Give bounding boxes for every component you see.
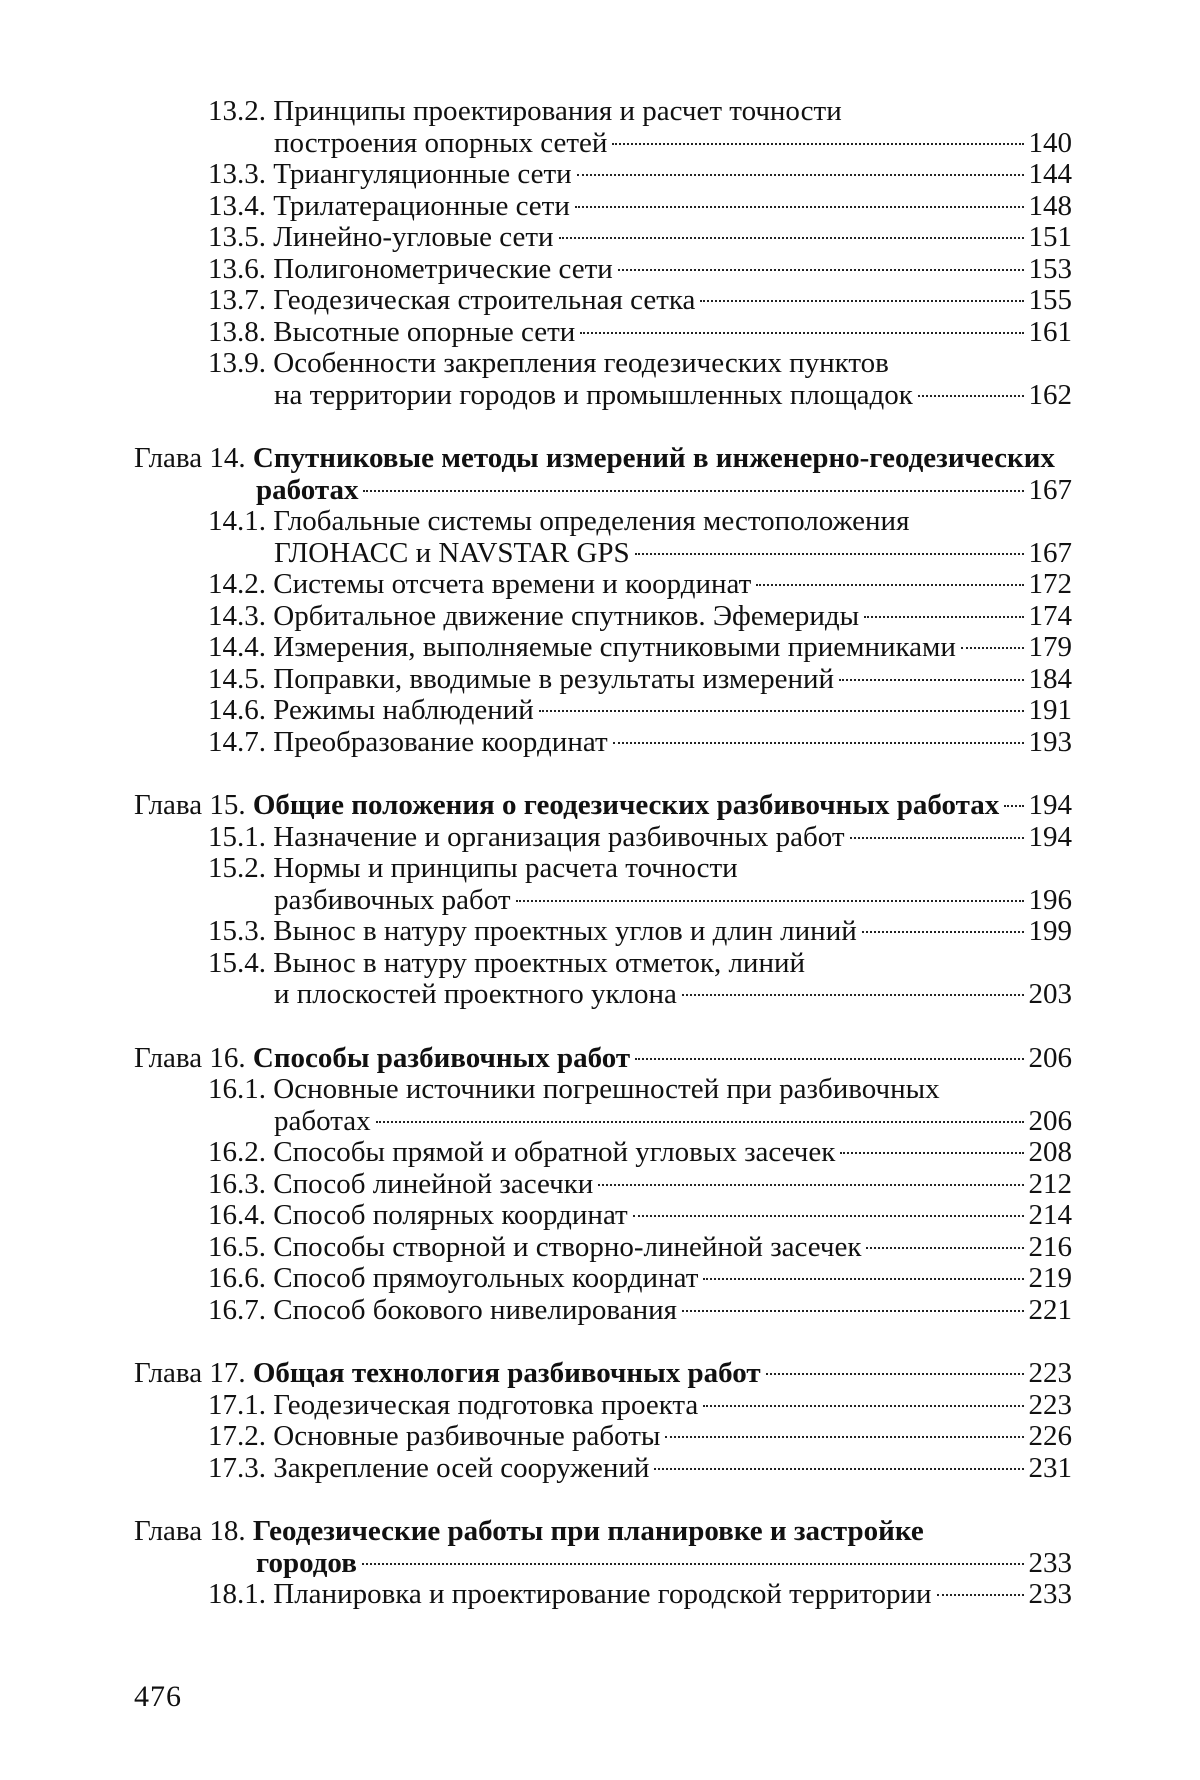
dot-leader [635, 1058, 1023, 1060]
chapter-label: Глава 18. [134, 1515, 246, 1547]
section-number: 14.3. [208, 599, 266, 632]
section-title: Режимы наблюдений [273, 694, 534, 726]
page-number: 221 [1028, 1293, 1072, 1326]
dot-leader [766, 1373, 1024, 1375]
toc-chapter-15 [134, 790, 1072, 822]
section-title-cont: разбивочных работ [274, 883, 511, 916]
toc-entry-13-3 [134, 159, 1072, 191]
page-number: 196 [1028, 883, 1072, 916]
toc-entry-15-3 [134, 916, 1072, 948]
dot-leader [363, 490, 1023, 492]
section-title: Системы отсчета времени и координат [273, 568, 752, 600]
toc-entry-13-2-cont [134, 128, 1072, 160]
dot-leader [612, 143, 1023, 145]
toc-entry-17-1 [134, 1390, 1072, 1422]
page-number: 167 [1028, 473, 1072, 506]
dot-leader [850, 837, 1024, 839]
dot-leader [864, 616, 1023, 618]
section-title: Способы прямой и обратной угловых засечек [273, 1136, 836, 1168]
chapter-label: Глава 17. [134, 1357, 246, 1389]
chapter-label: Глава 16. [134, 1041, 246, 1074]
page-number: 151 [1028, 221, 1072, 253]
toc-entry-15-2-cont [134, 885, 1072, 917]
chapter-title-cont: городов [256, 1546, 357, 1579]
section-number: 16.6. [208, 1262, 266, 1294]
toc-entry-16-3 [134, 1169, 1072, 1201]
page-number: 208 [1028, 1136, 1072, 1168]
toc-entry-16-5 [134, 1232, 1072, 1264]
section-number: 17.2. [208, 1420, 266, 1452]
section-number: 13.8. [208, 315, 266, 348]
section-number: 13.4. [208, 189, 266, 222]
page-folio: 476 [134, 1680, 182, 1713]
dot-leader [577, 174, 1024, 176]
chapter-title: Общая технология разбивочных работ [252, 1357, 761, 1389]
section-title: Закрепление осей сооружений [273, 1451, 650, 1484]
section-title-cont: на территории городов и промышленных площадок [274, 378, 913, 411]
dot-leader [362, 1563, 1024, 1565]
section-title: Полигонометрические сети [273, 252, 613, 285]
toc-entry-16-1-cont [134, 1106, 1072, 1138]
section-number: 16.2. [208, 1136, 266, 1168]
toc-entry-18-1 [134, 1579, 1072, 1611]
page-number: 233 [1028, 1546, 1072, 1579]
toc-entry-14-3 [134, 601, 1072, 633]
section-title: Геодезическая подготовка проекта [273, 1388, 699, 1421]
section-title: Геодезическая строительная сетка [273, 284, 696, 316]
toc-chapter-18-cont [134, 1548, 1072, 1580]
toc-entry-14-2 [134, 569, 1072, 601]
dot-leader [580, 332, 1023, 334]
dot-leader [937, 1594, 1024, 1596]
section-title: Особенности закрепления геодезических пунктов [273, 347, 889, 379]
section-number: 13.9. [208, 347, 266, 379]
toc-entry-15-4-cont [134, 979, 1072, 1011]
page-number: 219 [1028, 1262, 1072, 1294]
dot-leader [862, 931, 1024, 933]
page-number: 162 [1028, 378, 1072, 411]
section-title: Поправки, вводимые в результаты измерений [273, 662, 835, 695]
toc-entry-13-2 [134, 96, 1072, 128]
section-title: Способы створной и створно-линейной засечек [273, 1230, 862, 1263]
toc-entry-16-4 [134, 1200, 1072, 1232]
toc-entry-15-1 [134, 822, 1072, 854]
page-number: 172 [1028, 568, 1072, 600]
dot-leader [682, 1310, 1024, 1312]
section-number: 14.1. [208, 505, 266, 537]
toc-entry-14-6 [134, 695, 1072, 727]
page-number: 206 [1028, 1041, 1072, 1074]
section-title: Преобразование координат [273, 725, 608, 758]
dot-leader [635, 553, 1024, 555]
dot-leader [654, 1468, 1023, 1470]
section-number: 16.4. [208, 1199, 266, 1231]
section-number: 13.7. [208, 284, 266, 316]
page-number: 179 [1028, 631, 1072, 663]
page-number: 153 [1028, 252, 1072, 285]
section-number: 15.4. [208, 946, 266, 979]
dot-leader [665, 1436, 1023, 1438]
page-number: 140 [1028, 126, 1072, 159]
page-number: 223 [1028, 1357, 1072, 1389]
section-title-cont: ГЛОНАСС и NAVSTAR GPS [274, 536, 630, 569]
section-title: Вынос в натуру проектных отметок, линий [273, 946, 806, 979]
section-number: 14.7. [208, 725, 266, 758]
dot-leader [682, 994, 1024, 996]
section-number: 16.5. [208, 1230, 266, 1263]
section-number: 16.1. [208, 1073, 266, 1105]
toc-entry-13-8 [134, 317, 1072, 349]
page-number: 233 [1028, 1578, 1072, 1610]
section-number: 13.6. [208, 252, 266, 285]
section-title: Глобальные системы определения местоположения [273, 505, 910, 537]
toc-entry-15-2 [134, 853, 1072, 885]
section-title: Триангуляционные сети [273, 158, 572, 190]
page-number: 184 [1028, 662, 1072, 695]
section-title: Основные источники погрешностей при разбивочных [273, 1073, 940, 1105]
chapter-title: Спутниковые методы измерений в инженерно-геодезических [252, 442, 1055, 474]
section-number: 15.2. [208, 852, 266, 884]
chapter-title: Геодезические работы при планировке и застройке [252, 1515, 924, 1547]
dot-leader [618, 269, 1024, 271]
toc-entry-13-9 [134, 348, 1072, 380]
section-title: Планировка и проектирование городской территории [273, 1578, 932, 1610]
toc-entry-15-4 [134, 948, 1072, 980]
dot-leader [539, 710, 1024, 712]
toc-chapter-18 [134, 1516, 1072, 1548]
dot-leader [839, 679, 1023, 681]
dot-leader [866, 1247, 1023, 1249]
toc-entry-14-4 [134, 632, 1072, 664]
page-number: 206 [1028, 1104, 1072, 1137]
toc-entry-13-7 [134, 285, 1072, 317]
section-title: Способ полярных координат [273, 1199, 628, 1231]
page-number: 191 [1028, 694, 1072, 726]
chapter-title: Способы разбивочных работ [252, 1041, 631, 1074]
dot-leader [376, 1121, 1024, 1123]
dot-leader [633, 1215, 1024, 1217]
page-number: 193 [1028, 725, 1072, 758]
dot-leader [1004, 805, 1023, 807]
section-number: 14.2. [208, 568, 266, 600]
section-title: Способ линейной засечки [273, 1167, 594, 1200]
dot-leader [598, 1184, 1023, 1186]
toc-entry-14-5 [134, 664, 1072, 696]
section-title: Орбитальное движение спутников. Эфемериды [273, 599, 860, 632]
toc-entry-14-7 [134, 727, 1072, 759]
chapter-title-cont: работах [256, 473, 359, 506]
toc-entry-14-1-cont [134, 538, 1072, 570]
toc-entry-17-3 [134, 1453, 1072, 1485]
section-number: 16.7. [208, 1293, 266, 1326]
dot-leader [840, 1152, 1023, 1154]
page-number: 174 [1028, 599, 1072, 632]
page-number: 161 [1028, 315, 1072, 348]
page-number: 194 [1028, 820, 1072, 853]
section-number: 13.3. [208, 158, 266, 190]
dot-leader [756, 584, 1023, 586]
page-number: 194 [1028, 789, 1072, 821]
section-title: Принципы проектирования и расчет точности [273, 95, 842, 127]
section-title: Линейно-угловые сети [273, 221, 554, 253]
toc-entry-14-1 [134, 506, 1072, 538]
section-number: 14.5. [208, 662, 266, 695]
toc-entry-16-1 [134, 1074, 1072, 1106]
section-title: Измерения, выполняемые спутниковыми приемниками [273, 631, 956, 663]
section-number: 17.3. [208, 1451, 266, 1484]
toc-entry-16-2 [134, 1137, 1072, 1169]
section-number: 17.1. [208, 1388, 266, 1421]
page-number: 226 [1028, 1420, 1072, 1452]
section-number: 18.1. [208, 1578, 266, 1610]
toc-entry-13-5 [134, 222, 1072, 254]
section-title-cont: построения опорных сетей [274, 126, 608, 159]
chapter-label: Глава 14. [134, 442, 246, 474]
page-number: 214 [1028, 1199, 1072, 1231]
toc-chapter-14 [134, 443, 1072, 475]
dot-leader [703, 1278, 1023, 1280]
section-number: 13.2. [208, 95, 266, 127]
toc-chapter-16 [134, 1043, 1072, 1075]
dot-leader [703, 1405, 1023, 1407]
section-title: Трилатерационные сети [273, 189, 570, 222]
toc-entry-16-6 [134, 1263, 1072, 1295]
dot-leader [918, 395, 1024, 397]
toc-entry-17-2 [134, 1421, 1072, 1453]
table-of-contents [134, 96, 1072, 1611]
chapter-title: Общие положения о геодезических разбивочных работах [252, 789, 1000, 821]
page-number: 203 [1028, 978, 1072, 1010]
dot-leader [575, 206, 1024, 208]
section-title-cont: и плоскостей проектного уклона [274, 978, 677, 1010]
section-title: Способ бокового нивелирования [273, 1293, 677, 1326]
page-number: 231 [1028, 1451, 1072, 1484]
page-number: 199 [1028, 915, 1072, 947]
toc-chapter-14-cont [134, 475, 1072, 507]
page-number: 155 [1028, 284, 1072, 316]
page-number: 144 [1028, 158, 1072, 190]
page-number: 223 [1028, 1388, 1072, 1421]
section-number: 15.1. [208, 820, 266, 853]
dot-leader [559, 237, 1024, 239]
section-title: Вынос в натуру проектных углов и длин линий [273, 915, 857, 947]
toc-entry-13-9-cont [134, 380, 1072, 412]
section-number: 14.4. [208, 631, 266, 663]
dot-leader [961, 647, 1024, 649]
page-number: 148 [1028, 189, 1072, 222]
section-title: Нормы и принципы расчета точности [273, 852, 738, 884]
dot-leader [700, 300, 1023, 302]
dot-leader [613, 742, 1024, 744]
section-title: Основные разбивочные работы [273, 1420, 661, 1452]
section-title: Способ прямоугольных координат [273, 1262, 699, 1294]
page-number: 167 [1028, 536, 1072, 569]
section-number: 16.3. [208, 1167, 266, 1200]
section-number: 14.6. [208, 694, 266, 726]
page-number: 216 [1028, 1230, 1072, 1263]
section-title-cont: работах [274, 1104, 371, 1137]
page-number: 212 [1028, 1167, 1072, 1200]
section-number: 15.3. [208, 915, 266, 947]
toc-entry-13-6 [134, 254, 1072, 286]
section-title: Назначение и организация разбивочных работ [273, 820, 845, 853]
section-number: 13.5. [208, 221, 266, 253]
section-title: Высотные опорные сети [273, 315, 576, 348]
dot-leader [516, 900, 1024, 902]
toc-chapter-17 [134, 1358, 1072, 1390]
toc-entry-13-4 [134, 191, 1072, 223]
toc-entry-16-7 [134, 1295, 1072, 1327]
chapter-label: Глава 15. [134, 789, 246, 821]
